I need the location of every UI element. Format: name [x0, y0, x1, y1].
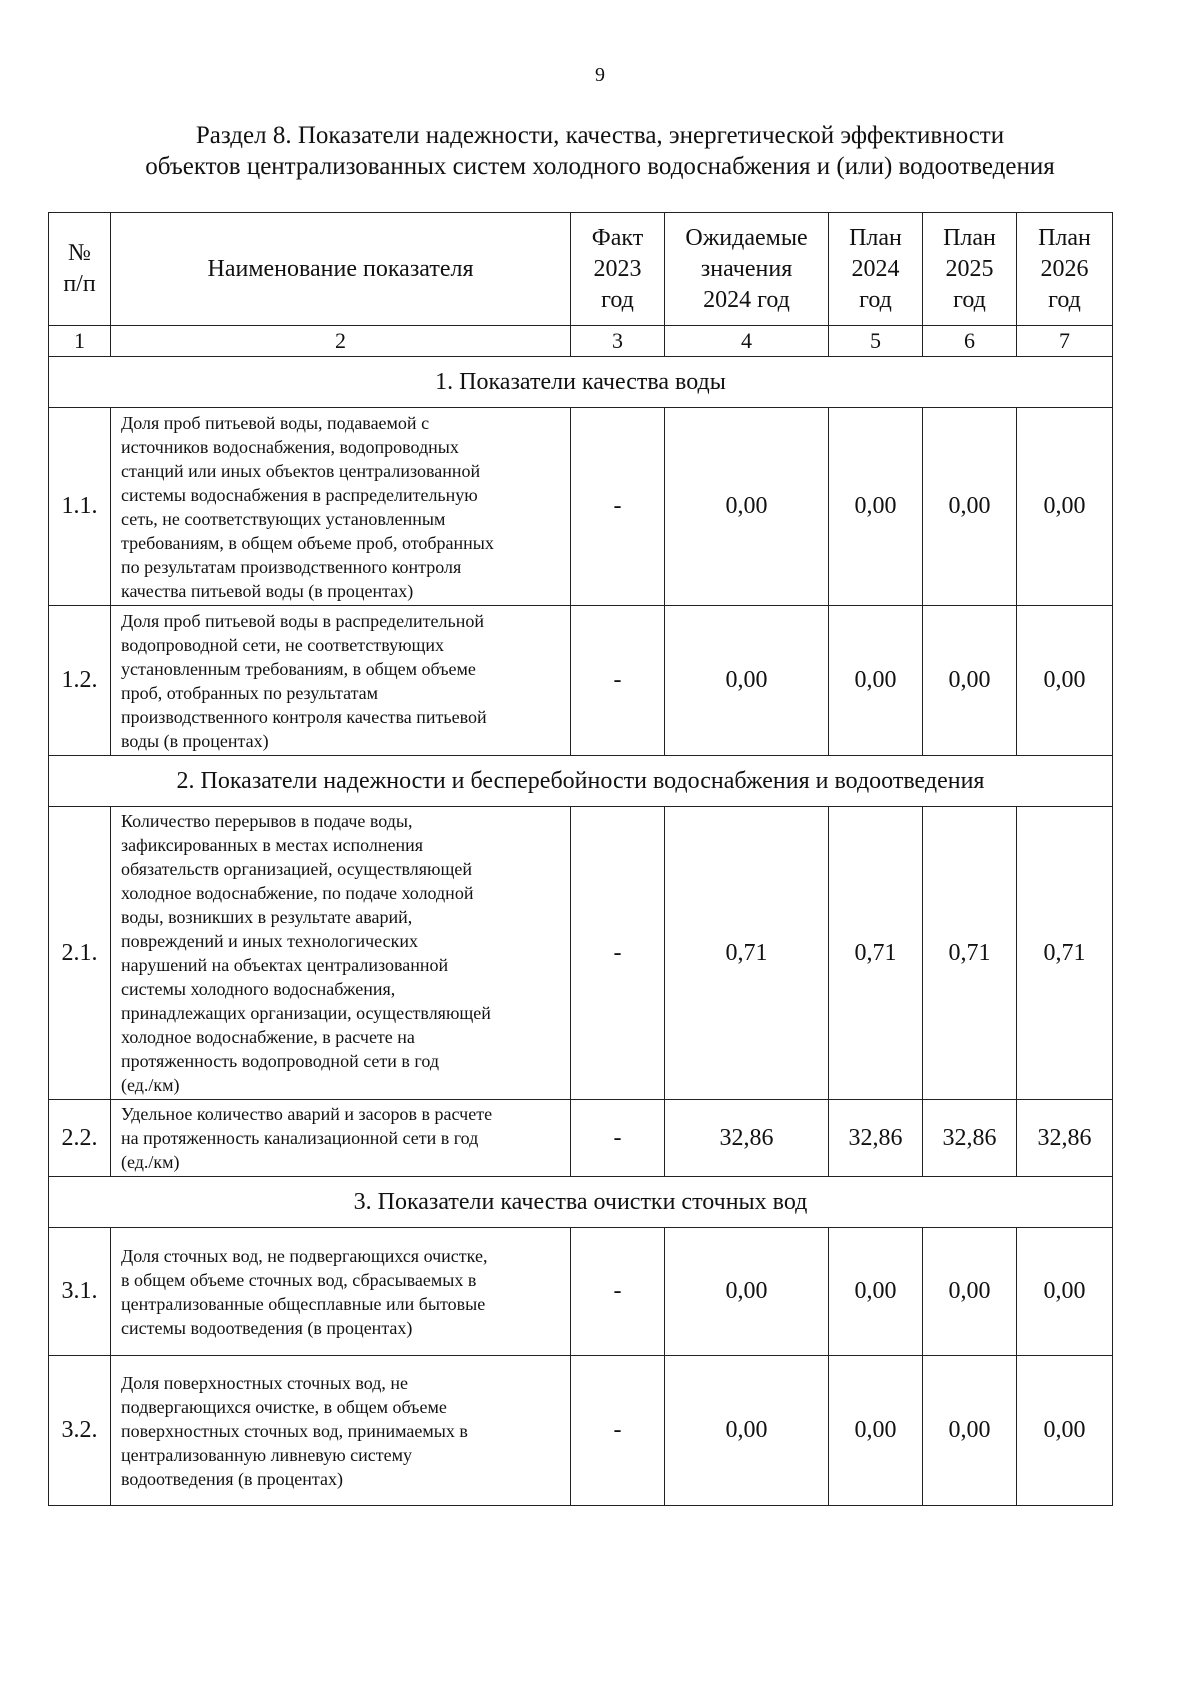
header-plan-2024: План 2024 год — [829, 213, 923, 326]
value-expected-2024: 0,71 — [665, 807, 829, 1100]
value-plan-2026: 0,71 — [1017, 807, 1113, 1100]
value-fact-2023: - — [571, 807, 665, 1100]
header-num: № п/п — [49, 213, 111, 326]
indicator-description: Доля проб питьевой воды, подаваемой с источников водоснабжения, водопроводных станций или иных объектов централизованной системы водоснабжения в распределительную сеть, не соответствующих установленным требованиям, в общем объеме проб, отобранных по результатам производственного контроля качества питьевой воды (в процентах) — [111, 408, 571, 606]
value-plan-2025: 0,00 — [923, 606, 1017, 756]
value-plan-2025: 0,00 — [923, 408, 1017, 606]
table-row — [49, 606, 1113, 756]
section-heading: 1. Показатели качества воды — [49, 357, 1113, 408]
value-plan-2024: 0,00 — [829, 606, 923, 756]
value-expected-2024: 0,00 — [665, 408, 829, 606]
value-plan-2026: 0,00 — [1017, 1228, 1113, 1356]
column-index: 1 — [49, 326, 111, 357]
column-index: 6 — [923, 326, 1017, 357]
header-name: Наименование показателя — [111, 213, 571, 326]
value-expected-2024: 32,86 — [665, 1100, 829, 1177]
section-title — [40, 120, 1160, 182]
section-header-row — [49, 756, 1113, 807]
section-heading: 2. Показатели надежности и бесперебойности водоснабжения и водоотведения — [49, 756, 1113, 807]
value-plan-2024: 0,00 — [829, 408, 923, 606]
value-fact-2023: - — [571, 1100, 665, 1177]
section-header-row — [49, 1177, 1113, 1228]
value-expected-2024: 0,00 — [665, 606, 829, 756]
value-expected-2024: 0,00 — [665, 1228, 829, 1356]
section-title-line-1: Раздел 8. Показатели надежности, качества, энергетической эффективности — [195, 122, 1005, 149]
value-expected-2024: 0,00 — [665, 1356, 829, 1506]
value-plan-2026: 0,00 — [1017, 408, 1113, 606]
column-index: 2 — [111, 326, 571, 357]
row-number: 2.2. — [49, 1100, 111, 1177]
value-plan-2025: 0,00 — [923, 1356, 1017, 1506]
section-heading: 3. Показатели качества очистки сточных вод — [49, 1177, 1113, 1228]
row-number: 3.2. — [49, 1356, 111, 1506]
value-plan-2024: 0,00 — [829, 1228, 923, 1356]
table-row — [49, 1356, 1113, 1506]
column-index: 5 — [829, 326, 923, 357]
value-plan-2026: 0,00 — [1017, 1356, 1113, 1506]
value-plan-2024: 0,00 — [829, 1356, 923, 1506]
value-plan-2026: 0,00 — [1017, 606, 1113, 756]
indicator-description: Количество перерывов в подаче воды, зафиксированных в местах исполнения обязательств организацией, осуществляющей холодное водоснабжение, по подаче холодной воды, возникших в результате аварий, повреждений и иных технологических нарушений на объектах централизованной системы холодного водоснабжения, принадлежащих организации, осуществляющей холодное водоснабжение, в расчете на протяженность водопроводной сети в год (ед./км) — [111, 807, 571, 1100]
value-fact-2023: - — [571, 1356, 665, 1506]
value-fact-2023: - — [571, 1228, 665, 1356]
header-plan-2026: План 2026 год — [1017, 213, 1113, 326]
table-row — [49, 408, 1113, 606]
indicator-description: Доля поверхностных сточных вод, не подвергающихся очистке, в общем объеме поверхностных сточных вод, принимаемых в централизованную ливневую систему водоотведения (в процентах) — [111, 1356, 571, 1506]
value-fact-2023: - — [571, 606, 665, 756]
table-header-row — [49, 213, 1113, 326]
value-plan-2024: 32,86 — [829, 1100, 923, 1177]
table-row — [49, 1228, 1113, 1356]
indicators-table — [48, 212, 1113, 1506]
value-plan-2025: 0,00 — [923, 1228, 1017, 1356]
header-plan-2025: План 2025 год — [923, 213, 1017, 326]
column-index: 3 — [571, 326, 665, 357]
column-index: 7 — [1017, 326, 1113, 357]
indicator-description: Доля проб питьевой воды в распределительной водопроводной сети, не соответствующих установленным требованиям, в общем объеме проб, отобранных по результатам производственного контроля качества питьевой воды (в процентах) — [111, 606, 571, 756]
row-number: 2.1. — [49, 807, 111, 1100]
value-plan-2025: 0,71 — [923, 807, 1017, 1100]
value-plan-2026: 32,86 — [1017, 1100, 1113, 1177]
value-plan-2024: 0,71 — [829, 807, 923, 1100]
indicator-description: Доля сточных вод, не подвергающихся очистке, в общем объеме сточных вод, сбрасываемых в централизованные общесплавные или бытовые системы водоотведения (в процентах) — [111, 1228, 571, 1356]
header-fact-2023: Факт 2023 год — [571, 213, 665, 326]
row-number: 1.1. — [49, 408, 111, 606]
indicator-description: Удельное количество аварий и засоров в расчете на протяженность канализационной сети в год (ед./км) — [111, 1100, 571, 1177]
value-plan-2025: 32,86 — [923, 1100, 1017, 1177]
table-row — [49, 1100, 1113, 1177]
column-index-row — [49, 326, 1113, 357]
row-number: 3.1. — [49, 1228, 111, 1356]
row-number: 1.2. — [49, 606, 111, 756]
section-header-row — [49, 357, 1113, 408]
page-number: 9 — [595, 64, 605, 86]
section-title-line-2: объектов централизованных систем холодного водоснабжения и (или) водоотведения — [145, 153, 1055, 180]
header-expected-2024: Ожидаемые значения 2024 год — [665, 213, 829, 326]
table-row — [49, 807, 1113, 1100]
value-fact-2023: - — [571, 408, 665, 606]
column-index: 4 — [665, 326, 829, 357]
